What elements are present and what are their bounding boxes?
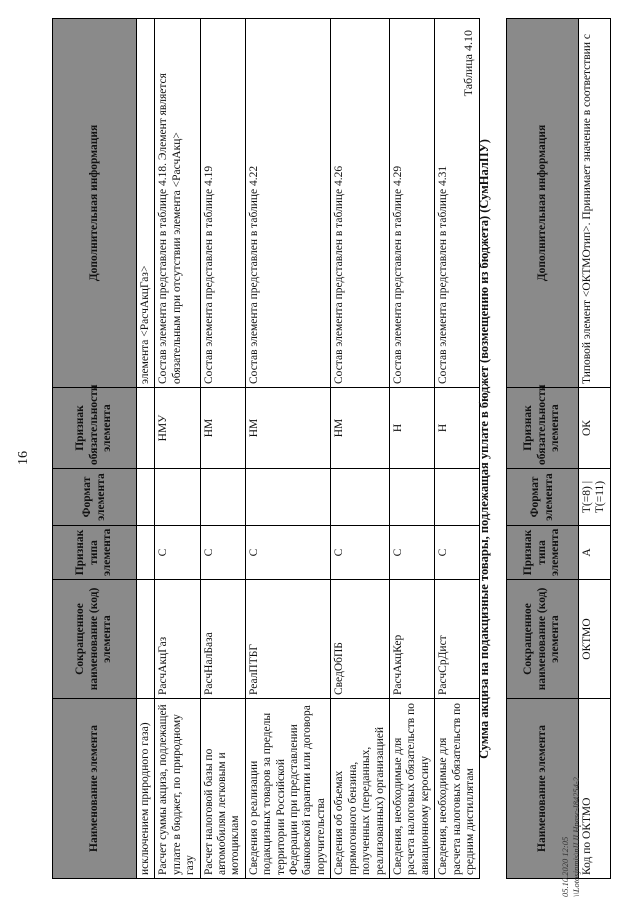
cell-type: С <box>200 526 245 580</box>
header-extra: Дополнительная информация <box>53 19 137 388</box>
header-extra: Дополнительная информация <box>507 19 579 388</box>
cell-format <box>331 469 390 526</box>
cell-required: НМУ <box>155 388 200 469</box>
cell-required: НМ <box>200 388 245 469</box>
cell-required <box>137 388 155 469</box>
cell-type: С <box>245 526 330 580</box>
header-required: Признак обязательности элемента <box>507 388 579 469</box>
cell-code: РасчАкцКер <box>389 580 434 699</box>
cell-format <box>245 469 330 526</box>
cell-extra: Состав элемента представлен в таблице 4.22 <box>245 19 330 388</box>
cell-name: Сведения об объемах прямогонного бензина, полученных (переданных, реализованных) организацией <box>331 699 390 879</box>
table-row <box>579 19 611 879</box>
cell-name: Код по ОКТМО <box>579 699 611 879</box>
cell-code: СведОбПБ <box>331 580 390 699</box>
cell-code: РасчАкцГаз <box>155 580 200 699</box>
table-row <box>245 19 330 879</box>
footer-stamp <box>560 777 582 897</box>
table-row <box>389 19 434 879</box>
header-type: Признак типа элемента <box>53 526 137 580</box>
cell-format: T(=8) | T(=11) <box>579 469 611 526</box>
cell-required: НМ <box>245 388 330 469</box>
cell-extra: Состав элемента представлен в таблице 4.31 <box>435 19 480 388</box>
cell-name: Сведения, необходимые для расчета налоговых обязательств по авиационному керосину <box>389 699 434 879</box>
header-name: Наименование элемента <box>53 699 137 879</box>
excise-sum-table <box>506 18 611 879</box>
footer-path: \\Lotosjnmis\nII.II.Hpasc-I84254-2 <box>571 777 581 897</box>
cell-name: Сведения о реализации подакцизных товаров за пределы территории Российской Федерации при представлении банковской гарантии или договора поручительства <box>245 699 330 879</box>
cell-name: исключением природного газа) <box>137 699 155 879</box>
cell-extra: элемента <РасчАкцГаз> <box>137 19 155 388</box>
cell-name: Расчет налоговой базы по автомобилям легковым и мотоциклам <box>200 699 245 879</box>
header-name: Наименование элемента <box>507 699 579 879</box>
table-row <box>200 19 245 879</box>
cell-format <box>137 469 155 526</box>
cell-required: НМ <box>331 388 390 469</box>
cell-format <box>155 469 200 526</box>
cell-extra: Типовой элемент <ОКТМОтип>. Принимает значение в соответствии с <box>579 19 611 388</box>
cell-type <box>137 526 155 580</box>
cell-type: А <box>579 526 611 580</box>
cell-format <box>435 469 480 526</box>
table-row <box>155 19 200 879</box>
cell-code: РасчСрДист <box>435 580 480 699</box>
cell-extra: Состав элемента представлен в таблице 4.19 <box>200 19 245 388</box>
cell-type: С <box>331 526 390 580</box>
table-row <box>137 19 155 879</box>
cell-required: Н <box>389 388 434 469</box>
cell-extra: Состав элемента представлен в таблице 4.29 <box>389 19 434 388</box>
table-title: Сумма акциза на подакцизные товары, подлежащая уплате в бюджет (возмещению из бюджета) (СумНалПУ) <box>477 139 491 759</box>
cell-code: ОКТМО <box>579 580 611 699</box>
table-row <box>331 19 390 879</box>
cell-type: С <box>435 526 480 580</box>
cell-required: ОК <box>579 388 611 469</box>
cell-code <box>137 580 155 699</box>
cell-required: Н <box>435 388 480 469</box>
table-number: Таблица 4.10 <box>461 30 475 97</box>
cell-extra: Состав элемента представлен в таблице 4.18. Элемент является обязательным при отсутствии элемента <РасчАкц> <box>155 19 200 388</box>
page-number: 16 <box>16 451 31 465</box>
cell-format <box>200 469 245 526</box>
header-code: Сокращенное наименование (код) элемента <box>53 580 137 699</box>
cell-name: Сведения, необходимые для расчета налоговых обязательств по средним дистиллятам <box>435 699 480 879</box>
table-row <box>435 19 480 879</box>
header-code: Сокращенное наименование (код) элемента <box>507 580 579 699</box>
header-required: Признак обязательности элемента <box>53 388 137 469</box>
cell-code: РасчНалБаза <box>200 580 245 699</box>
table-header-row <box>53 19 137 879</box>
cell-name: Расчет суммы акциза, подлежащей уплате в бюджет, по природному газу <box>155 699 200 879</box>
cell-type: С <box>389 526 434 580</box>
cell-type: С <box>155 526 200 580</box>
elements-table-continued <box>52 18 480 879</box>
cell-format <box>389 469 434 526</box>
table-header-row <box>507 19 579 879</box>
header-format: Формат элемента <box>53 469 137 526</box>
cell-code: РеалПТБГ <box>245 580 330 699</box>
header-format: Формат элемента <box>507 469 579 526</box>
cell-extra: Состав элемента представлен в таблице 4.26 <box>331 19 390 388</box>
header-type: Признак типа элемента <box>507 526 579 580</box>
footer-date: 05.10.2020 12:05 <box>560 836 570 897</box>
